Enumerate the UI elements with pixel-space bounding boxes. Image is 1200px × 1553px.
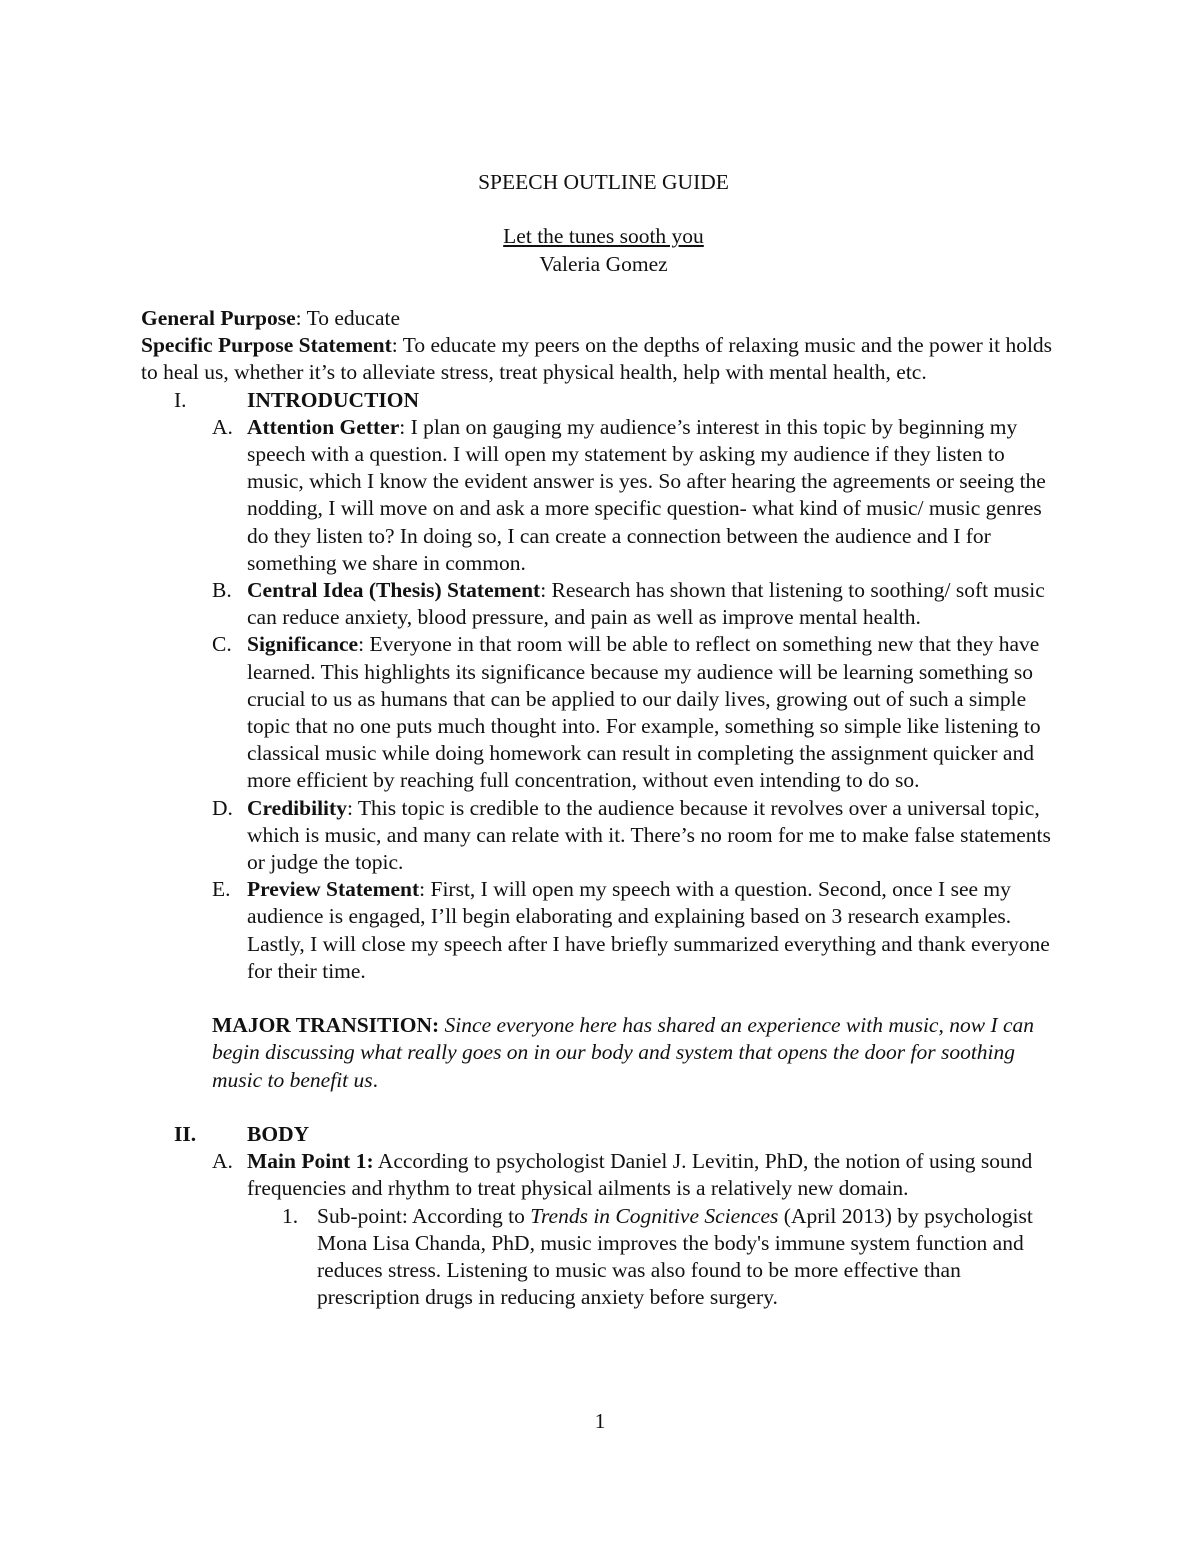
intro-item-significance bbox=[141, 631, 1066, 794]
major-transition-end: . bbox=[372, 1067, 379, 1092]
general-purpose bbox=[141, 305, 1066, 332]
intro-item-label: Central Idea (Thesis) Statement bbox=[247, 578, 541, 603]
body-heading-text: BODY bbox=[247, 1122, 310, 1147]
intro-item-text: : Everyone in that room will be able to reflect on something new that they have learned. This highlights its significance because my audience will be learning something so crucial to us as humans that can be applied to our daily lives, growing out of such a simple topic that no one puts much thought into. For example, something so simple like listening to classical music while doing homework can result in completing the assignment quicker and more efficient by reaching full concentration, without even intending to do so. bbox=[247, 632, 1041, 793]
major-transition-label: MAJOR TRANSITION: bbox=[212, 1013, 440, 1038]
intro-item-label: Preview Statement bbox=[247, 877, 420, 902]
major-transition-text: Since everyone here has shared an experience with music, now I can begin discussing what really goes on in our body and system that opens the door for soothing music to benefit us bbox=[212, 1013, 1035, 1092]
specific-purpose-text: : To educate my peers on the depths of relaxing music and the power it holds to heal us, whether it’s to alleviate stress, treat physical health, help with mental health, etc. bbox=[141, 333, 1053, 385]
body-main-point bbox=[141, 1148, 1066, 1202]
major-transition bbox=[141, 1012, 1066, 1094]
intro-item-letter: E. bbox=[212, 877, 231, 902]
main-point-label: Main Point 1: bbox=[247, 1149, 374, 1174]
specific-purpose bbox=[141, 332, 1066, 386]
document-content bbox=[141, 169, 1066, 1311]
intro-item-attention-getter bbox=[141, 414, 1066, 577]
body-heading bbox=[141, 1121, 1066, 1148]
intro-item-credibility bbox=[141, 795, 1066, 877]
speech-title: Let the tunes sooth you bbox=[503, 224, 704, 249]
sub-point-source: Trends in Cognitive Sciences bbox=[530, 1203, 779, 1228]
general-purpose-label: General Purpose bbox=[141, 305, 296, 330]
intro-item-letter: B. bbox=[212, 578, 232, 603]
intro-item-preview bbox=[141, 876, 1066, 985]
document-title: SPEECH OUTLINE GUIDE bbox=[478, 170, 729, 194]
general-purpose-text: : To educate bbox=[295, 305, 401, 330]
body-numeral: II. bbox=[174, 1122, 197, 1147]
introduction-heading-text: INTRODUCTION bbox=[247, 387, 420, 412]
introduction-numeral: I. bbox=[174, 387, 187, 412]
main-point-letter: A. bbox=[212, 1149, 233, 1174]
intro-item-text: : I plan on gauging my audience’s interest in this topic by beginning my speech with a question. I will open my statement by asking my audience if they listen to music, which I know the evident answer is yes. So after hearing the agreements or seeing the nodding, I will move on and ask a more specific question- what kind of music/ music genres do they listen to? In doing so, I can create a connection between the audience and I for something we share in common. bbox=[247, 414, 1046, 575]
intro-item-letter: C. bbox=[212, 632, 232, 657]
specific-purpose-label: Specific Purpose Statement bbox=[141, 333, 392, 358]
main-point-text: According to psychologist Daniel J. Levitin, PhD, the notion of using sound frequencies and rhythm to treat physical ailments is a relatively new domain. bbox=[247, 1149, 1033, 1201]
body-sub-point bbox=[141, 1203, 1066, 1312]
intro-item-text: : This topic is credible to the audience because it revolves over a universal topic, which is music, and many can relate with it. There’s no room for me to make false statements or judge the topic. bbox=[247, 795, 1051, 875]
intro-item-text: : First, I will open my speech with a question. Second, once I see my audience is engaged, I’ll begin elaborating and explaining based on 3 research examples. Lastly, I will close my speech after I have briefly summarized everything and thank everyone for their time. bbox=[247, 877, 1050, 983]
intro-item-letter: D. bbox=[212, 795, 233, 820]
intro-item-central-idea bbox=[141, 577, 1066, 631]
intro-item-letter: A. bbox=[212, 414, 233, 439]
sub-point-text: (April 2013) by psychologist Mona Lisa Chanda, PhD, music improves the body's immune system function and reduces stress. Listening to music was also found to be more effective than prescription drugs in reducing anxiety before surgery. bbox=[317, 1203, 1033, 1310]
intro-item-text: : Research has shown that listening to soothing/ soft music can reduce anxiety, blood pressure, and pain as well as improve mental health. bbox=[247, 578, 1045, 630]
author-name: Valeria Gomez bbox=[539, 251, 668, 276]
introduction-heading bbox=[141, 387, 1066, 414]
intro-item-label: Attention Getter bbox=[247, 414, 400, 439]
sub-point-number: 1. bbox=[282, 1203, 299, 1228]
intro-item-label: Credibility bbox=[247, 795, 347, 820]
intro-item-label: Significance bbox=[247, 632, 359, 657]
page-number: 1 bbox=[594, 1409, 606, 1433]
sub-point-prefix: Sub-point: According to bbox=[317, 1203, 531, 1228]
